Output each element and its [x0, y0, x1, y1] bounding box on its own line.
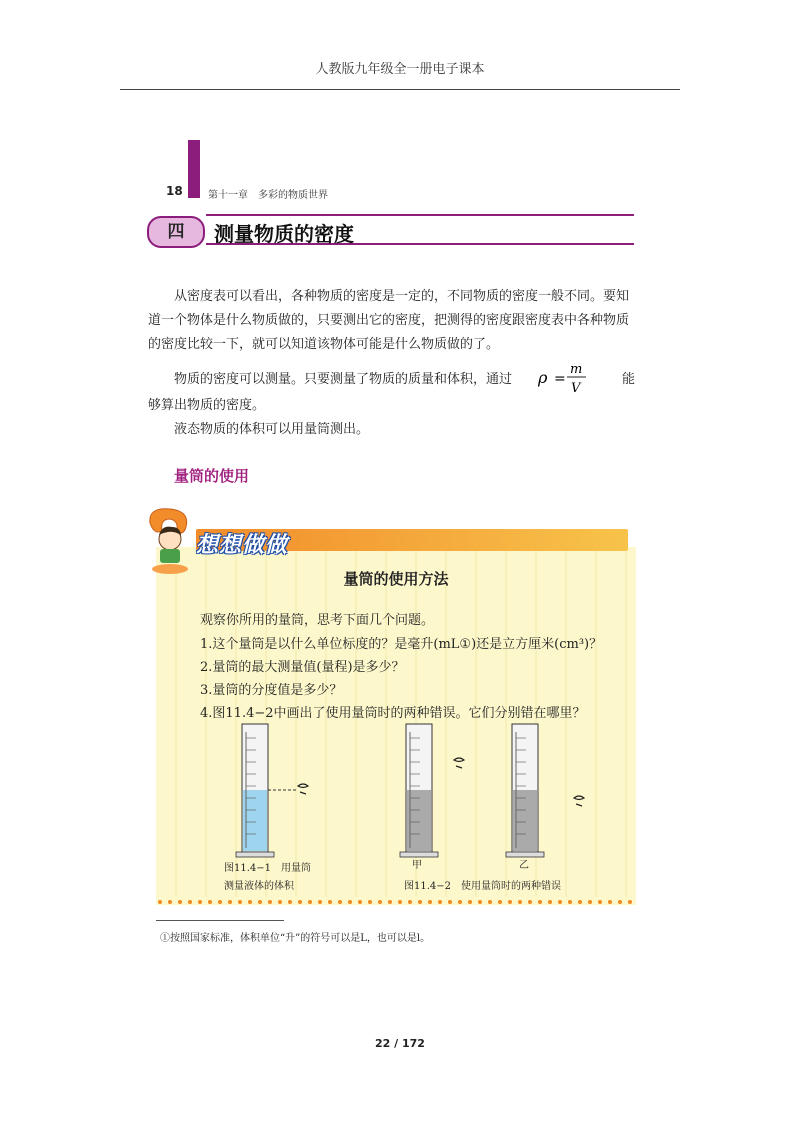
activity-label: 想想做做 — [196, 533, 289, 558]
section-rule-top — [206, 214, 634, 216]
formula-rho: ρ — [538, 368, 548, 387]
activity-dotted-border — [156, 899, 636, 905]
graduated-cylinder-figures — [200, 718, 620, 863]
document-header: 人教版九年级全一册电子课本 — [315, 62, 485, 77]
activity-title: 量筒的使用方法 — [343, 570, 449, 588]
question-1: 1.这个量筒是以什么单位标度的？是毫升(mL①)还是立方厘米(cm³)？ — [200, 637, 603, 652]
paragraph-liquid-volume: 液态物质的体积可以用量筒测出。 — [174, 422, 370, 437]
formula-denominator: V — [571, 381, 581, 396]
footnote-divider — [156, 920, 284, 921]
page-counter: 22 / 172 — [375, 1037, 425, 1050]
paragraph-measure-continued: 够算出物质的密度。 — [148, 398, 266, 413]
paragraph-density-table: 从密度表可以看出，各种物质的密度是一定的，不同物质的密度一般不同。要知道一个物体是什么物质做的，只要测出它的密度，把测得的密度跟密度表中各种物质的密度比较一下，就可以知道该物体可能是什么物质做的了。 — [148, 289, 630, 352]
chapter-title: 第十一章 多彩的物质世界 — [208, 190, 328, 201]
figure-1-caption-line2: 测量液体的体积 — [224, 881, 294, 892]
question-4: 4.图11.4−2中画出了使用量筒时的两种错误。它们分别错在哪里？ — [200, 706, 586, 721]
figure-label-yi: 乙 — [519, 860, 529, 871]
paragraph-measure-end: 能 — [622, 372, 636, 387]
section-title: 测量物质的密度 — [214, 222, 354, 246]
book-page-number: 18 — [166, 184, 183, 198]
paragraph-measure-start: 物质的密度可以测量。只要测量了物质的质量和体积，通过 — [174, 372, 513, 387]
formula-numerator: m — [570, 362, 583, 377]
cylinder-correct-reading — [236, 724, 308, 857]
question-2: 2.量筒的最大测量值(量程)是多少？ — [200, 660, 405, 675]
cylinder-error-jia — [400, 724, 464, 857]
density-formula — [536, 358, 622, 398]
cylinder-error-yi — [506, 724, 584, 857]
subheading-cylinder-use: 量筒的使用 — [174, 467, 250, 485]
question-intro: 观察你所用的量筒，思考下面几个问题。 — [200, 613, 435, 628]
figure-2-caption: 图11.4−2 使用量筒时的两种错误 — [404, 881, 562, 892]
header-divider — [120, 89, 680, 90]
question-3: 3.量筒的分度值是多少？ — [200, 683, 343, 698]
footnote: ①按照国家标准，体积单位“升”的符号可以是L，也可以是l。 — [160, 933, 431, 944]
figure-1-caption-line1: 图11.4−1 用量筒 — [224, 863, 312, 874]
formula-equals: = — [554, 371, 566, 387]
chapter-marker-bar — [188, 140, 200, 198]
thinking-kid-icon — [140, 505, 200, 575]
section-number-badge: 四 — [147, 216, 205, 248]
figure-label-jia: 甲 — [412, 860, 422, 871]
